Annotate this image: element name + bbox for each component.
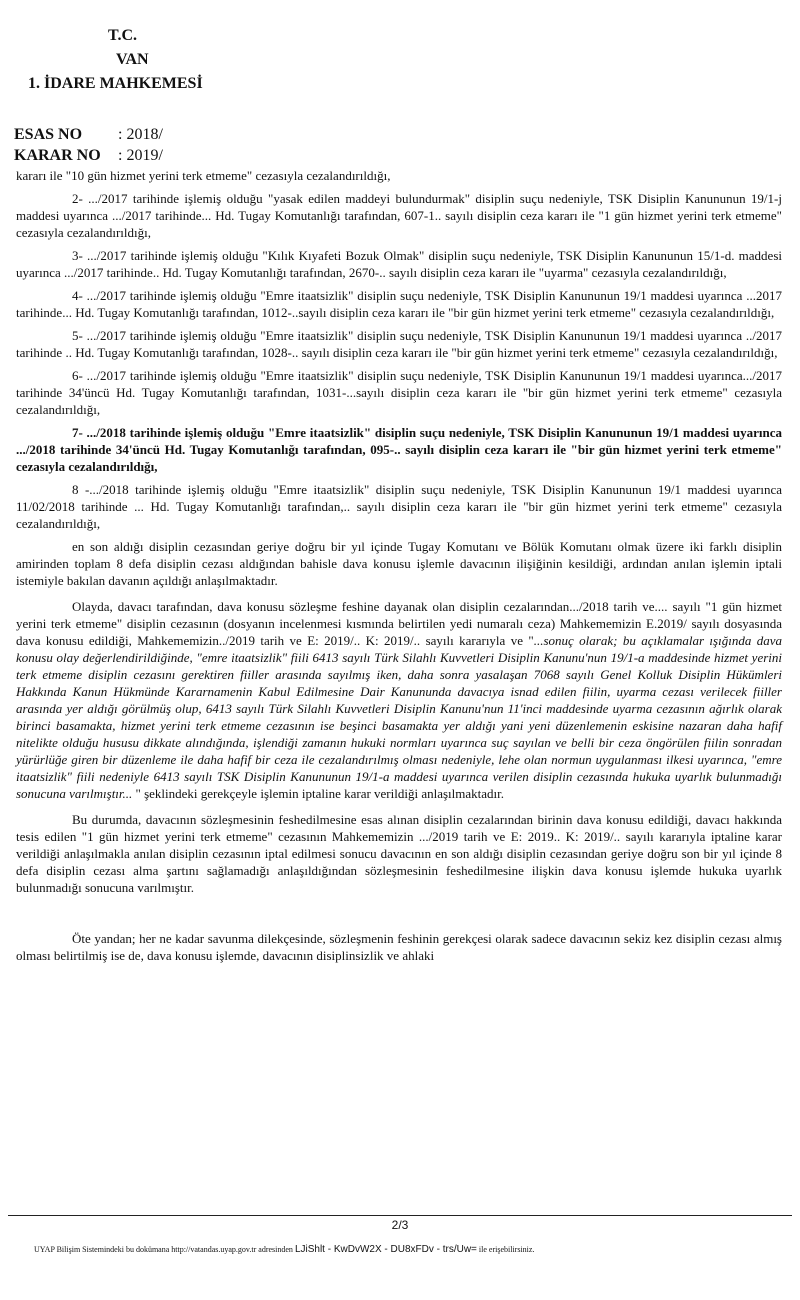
uyap-footer — [34, 1244, 534, 1255]
footer-suffix: ile erişebilirsiniz. — [478, 1245, 535, 1254]
paragraph-continuation: kararı ile "10 gün hizmet yerini terk etmeme" cezasıyla cezalandırıldığı, — [16, 168, 391, 183]
esas-row — [14, 124, 163, 145]
karar-row — [14, 145, 163, 166]
paragraph-item-8: 8 -.../2018 tarihinde işlemiş olduğu "Emre itaatsizlik" disiplin suçu nedeniyle, TSK Disiplin Kanununun 19/1 maddesi uyarınca 11/02/2018 tarihinde ... Hd. Tugay Komutanlığı tarafından,.. sayılı disiplin ceza kararı ile "bir gün hizmet yerini terk etmeme" cezasıyla cezalandırıldığı, — [16, 482, 782, 531]
esas-value: : 2018/ — [118, 126, 163, 143]
footer-divider — [8, 1215, 792, 1216]
paragraph-durumda: Bu durumda, davacının sözleşmesinin feshedilmesine esas alınan disiplin cezalarından birinin dava konusu edildiği, davacı hakkında tesis edilen "1 gün hizmet yerini terk etmeme" cezasının Mahkememizin .../2019 tarih ve E: 2019.. K: 2019/.. sayılı kararıyla iptaline karar verildiği anlaşılmakla anılan disiplin cezasının iptal edilmesi sonucu davacının en son aldığı disiplin cezasından geriye doğru son bir yıl içinde 8 defa disiplin cezası alma şartını sağlamadığı anlaşıldığından sözleşmesinin feshedilmesine ilişkin dava konusu işlemde hukuka uyarlık bulunmadığı sonucuna varılmıştır. — [16, 812, 782, 895]
paragraph-summary: en son aldığı disiplin cezasından geriye doğru bir yıl içinde Tugay Komutanı ve Bölük Komutanı olmak üzere iki farklı disiplin amirinden toplam 8 defa disiplin cezası aldığından bahisle dava konusu işlemle davacının ilişiğinin kesildiği, ardından anılan işlemin iptali istemiyle bakılan davanın açıldığı anlaşılmaktadır. — [16, 539, 782, 588]
footer-access-code: LJiShlt - KwDvW2X - DU8xFDv - trs/Uw= — [294, 1244, 477, 1255]
paragraph-item-2: 2- .../2017 tarihinde işlemiş olduğu "yasak edilen maddeyi bulundurmak" disiplin suçu nedeniyle, TSK Disiplin Kanununun 19/1-j maddesi uyarınca .../2017 tarihinde... Hd. Tugay Komutanlığı tarafından, 607-1.. sayılı disiplin ceza kararı ile "1 gün hizmet yerini terk etmeme" cezasıyla cezalandırıldığı, — [16, 191, 782, 240]
header-tc: T.C. — [108, 27, 138, 44]
court-header — [28, 24, 288, 96]
page-number: 2/3 — [391, 1218, 409, 1232]
olayda-text-2: " şeklindeki gerekçeyle işlemin iptaline karar verildiği anlaşılmaktadır. — [132, 786, 505, 801]
paragraph-item-7: 7- .../2018 tarihinde işlemiş olduğu "Emre itaatsizlik" disiplin suçu nedeniyle, TSK Disiplin Kanununun 19/1 maddesi uyarınca .../2018 tarihinde 34'üncü Hd. Tugay Komutanlığı tarafından, 095-.. sayılı disiplin ceza kararı ile "bir gün hizmet yerini terk etmeme" cezasıyla cezalandırıldığı, — [16, 425, 782, 474]
karar-label: KARAR NO — [14, 147, 101, 164]
header-city: VAN — [116, 51, 149, 68]
paragraph-item-3: 3- .../2017 tarihinde işlemiş olduğu "Kılık Kıyafeti Bozuk Olmak" disiplin suçu nedeniyle, TSK Disiplin Kanununun 15/1-d. maddesi uyarınca .../2017 tarihinde.. Hd. Tugay Komutanlığı tarafından, 2670-.. sayılı disiplin ceza kararı ile "uyarma" cezasıyla cezalandırıldığı, — [16, 248, 782, 280]
olayda-text-1: Olayda, davacı tarafından, dava konusu sözleşme feshine dayanak olan disiplin cezalarından.../2018 tarih ve.... sayılı "1 gün hizmet yerini terk etmeme" disiplin cezasının (dosyanın incelenmesi kısmında belirtilen yedi numaralı ceza) Mahkememizin E.2019/ sayılı dosyasında dava konusu edildiği, Mahkememizin../2019 tarih ve E: 2019/.. K: 2019/.. sayılı kararıyla ve " — [16, 599, 782, 648]
paragraph-olayda — [16, 598, 782, 802]
case-info — [14, 124, 163, 166]
paragraph-item-6: 6- .../2017 tarihinde işlemiş olduğu "Emre itaatsizlik" disiplin suçu nedeniyle, TSK Disiplin Kanununun 19/1 maddesi uyarınca.../2017 tarihinde 34'üncü Hd. Tugay Komutanlığı tarafından, 1031-...sayılı disiplin ceza kararı ile "bir gün hizmet yerini terk etmeme" cezasıyla cezalandırıldığı, — [16, 368, 782, 417]
karar-value: : 2019/ — [118, 147, 163, 164]
paragraph-item-4: 4- .../2017 tarihinde işlemiş olduğu "Emre itaatsizlik" disiplin suçu nedeniyle, TSK Disiplin Kanununun 19/1 maddesi uyarınca ...2017 tarihinde... Hd. Tugay Komutanlığı tarafından, 1012-..sayılı disiplin ceza kararı ile "bir gün hizmet yerini terk etmeme" cezasıyla cezalandırıldığı, — [16, 288, 782, 320]
paragraph-ote-yandan: Öte yandan; her ne kadar savunma dilekçesinde, sözleşmenin feshinin gerekçesi olarak sadece davacının sekiz kez disiplin cezası almış olması belirtilmiş ise de, dava konusu işlemde, davacının disiplinsizlik ve ahlaki — [16, 931, 782, 963]
paragraph-item-5: 5- .../2017 tarihinde işlemiş olduğu "Emre itaatsizlik" disiplin suçu nedeniyle, TSK Disiplin Kanununun 19/1 maddesi uyarınca ../2017 tarihinde .. Hd. Tugay Komutanlığı tarafından, 1028-.. sayılı disiplin ceza kararı ile "bir gün hizmet yerini terk etmeme" cezasıyla cezalandırıldığı, — [16, 328, 782, 360]
footer-prefix: UYAP Bilişim Sistemindeki bu dokümana http://vatandas.uyap.gov.tr adresinden — [34, 1245, 293, 1254]
document-body — [16, 167, 782, 973]
esas-label: ESAS NO — [14, 126, 83, 143]
olayda-quoted-reasoning: ...sonuç olarak; bu açıklamalar ışığında dava konusu olay değerlendirildiğinde, "emre itaatsizlik" fiili 6413 sayılı Türk Silahlı Kuvvetleri Disiplin Kanunu'nun 19/1-a maddesinde hizmet yerini terk etmeme disiplin cezasını gerektiren fiiller arasında sayılmış iken, daha sonra yasalaşan 7068 sayılı Genel Kolluk Disiplin Hükümleri Hakkında Kanun Hükmünde Kararnamenin Kabul Edilmesine Dair Kanununda davacıya isnad edilen fiilin, uyarma cezası verilecek fiiller arasında yer aldığı görülmüş olup, 6413 sayılı Türk Silahlı Kuvvetleri Disiplin Kanunu'nun 11'inci maddesinde uyarma cezasının ağırlık olarak birinci basamakta, hizmet yerini terk etmeme cezasının ise beşinci basamakta yer aldığı yani yeni düzenlemenin eskisine nazaran daha hafif nitelikte olduğu hususu dikkate alındığında, işlendiği zamanın hukuki normları uyarınca suç sayılan ve belli bir ceza öngörülen fiilin sonradan yürürlüğe giren bir düzenleme ile daha hafif bir ceza ile cezalandırılmış olması nedeniyle, lehe olan normun uygulanması ilkesi uyarınca, "emre itaatsizlik" fiili nedeniyle 6413 sayılı TSK Disiplin Kanununun 19/1-a maddesi uyarınca verilen disiplin cezasında hukuka uyarlık bulunmadığı sonucuna varılmıştır... — [16, 633, 782, 801]
header-court-name: 1. İDARE MAHKEMESİ — [28, 75, 203, 92]
